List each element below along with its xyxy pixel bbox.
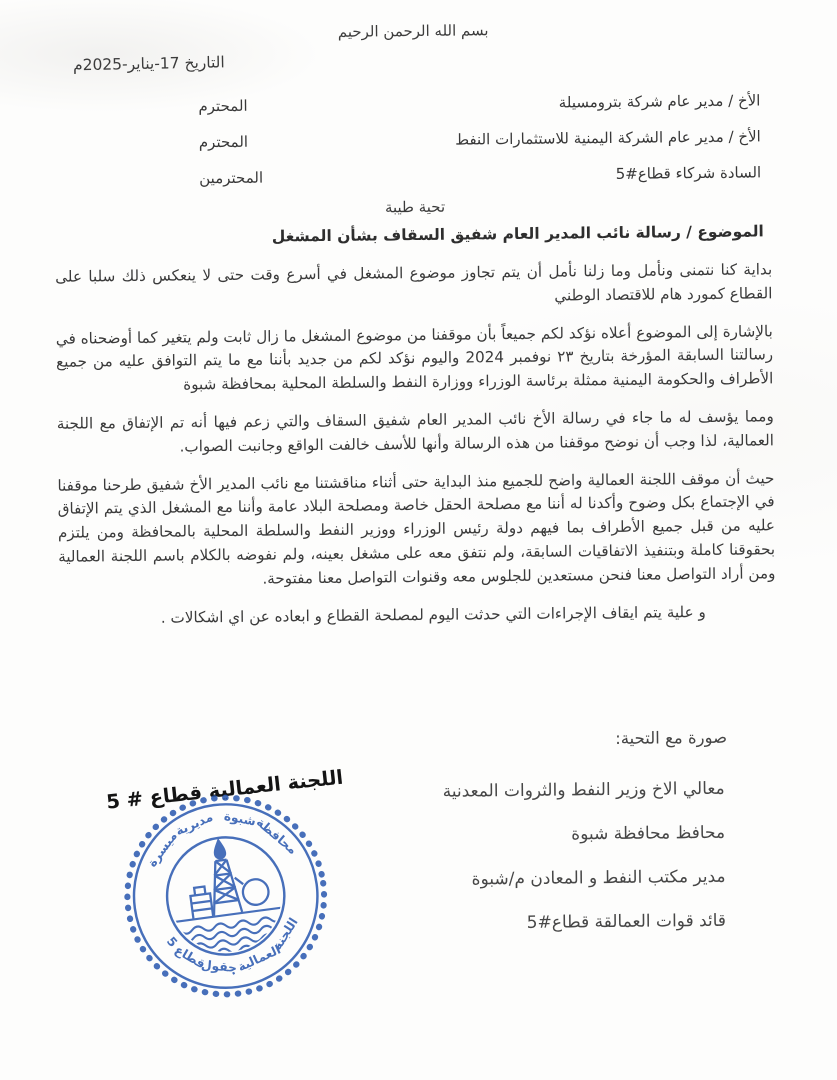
svg-text:قطاع: قطاع — [172, 942, 208, 972]
addressee-row — [199, 118, 761, 160]
round-seal-icon — [121, 791, 331, 1001]
svg-text:5: 5 — [163, 934, 181, 950]
letter-body — [55, 258, 776, 645]
stamp-title-text: اللجنة العمالية قطاع # 5 — [105, 765, 345, 814]
body-paragraph: حيث أن موقف اللجنة العمالية واضح للجميع منذ البداية حتى أثناء مناقشتنا مع نائب المدير الأخ شفيق طرحنا موقفنا في الإجتماع بكل وضوح وأكدنا له أننا مع مصلحة الحقل خاصة ومصلحة البلاد عامة وأننا مع المشغل الذي يتم الإتفاق عليه من قبل جميع الأطراف بما فيهم دولة رئيس الوزراء ووزير النفط والسلطة المحلية بالمحافظة ومن يلتزم بحقوقنا كاملة وبتنفيذ الاتفاقيات السابقة، ولم نتفق معه على مشغل بعينه، ولم نفوضه بالكلام باسم اللجنة العمالية ومن أراد التواصل معنا فنحن مستعدين للجلوس معه وقنوات التواصل معنا مفتوحة. — [57, 468, 776, 588]
basmala-line: بسم الله الرحمن الرحيم — [337, 21, 489, 41]
cc-item: معالي الاخ وزير النفط والثروات المعدنية — [442, 778, 725, 802]
cc-header: صورة مع التحية: — [615, 727, 728, 748]
svg-text:مديرية: مديرية — [173, 809, 215, 839]
addressee-list — [198, 82, 761, 196]
cc-item: مدير مكتب النفط و المعادن م/شبوة — [471, 866, 726, 890]
body-paragraph: ومما يؤسف له ما جاء في رسالة الأخ نائب المدير العام شفيق السقاف والتي زعم فيها أنه تم الإتفاق مع اللجنة العمالية، لذا وجب أن نوضح موقفنا من هذه الرسالة وأنها للأسف خالفت الواقع وجانبت الصواب. — [56, 407, 775, 456]
svg-text:اللجنة: اللجنة — [270, 915, 301, 953]
cc-item: قائد قوات العمالقة قطاع#5 — [526, 910, 727, 933]
addressee-name: الأخ / مدير عام شركة بترومسيلة — [558, 91, 761, 112]
cc-item: محافظ محافظة شبوة — [571, 822, 726, 845]
svg-text:العمالية .: العمالية . — [227, 942, 283, 979]
subject-line: الموضوع / رسالة نائب المدير العام شفيق السقاف بشأن المشغل — [271, 222, 764, 246]
svg-text:محافظة: محافظة — [253, 815, 300, 858]
addressee-honorific: المحترم — [198, 96, 248, 116]
closing-line: و علية يتم ايقاف الإجراءات التي حدثت اليوم لمصلحة القطاع و ابعاده عن اي اشكالات . — [160, 602, 706, 627]
svg-text:شبوة: شبوة — [222, 808, 257, 829]
flame-droplet-icon — [212, 837, 227, 860]
addressee-row — [198, 82, 760, 124]
addressee-honorific: المحترمين — [199, 168, 264, 188]
svg-text:ميسرة: ميسرة — [144, 829, 180, 870]
greeting-line: تحية طيبة — [384, 197, 446, 217]
addressee-row — [199, 154, 761, 196]
committee-stamp — [100, 765, 352, 992]
body-paragraph: بداية كنا نتمنى ونأمل وما زلنا نأمل أن يتم تجاوز موضوع المشغل في أسرع وقت حتى لا ينعكس ذلك سلبا على القطاع كمورد هام للاقتصاد الوطني — [55, 260, 773, 305]
addressee-honorific: المحترم — [198, 132, 249, 152]
addressee-name: السادة شركاء قطاع#5 — [615, 163, 762, 183]
date-line: التاريخ 17-يناير-2025م — [72, 53, 225, 75]
body-paragraph: بالإشارة إلى الموضوع أعلاه نؤكد لكم جميعاً بأن موقفنا من موضوع المشغل ما زال ثابت ولم يتغير كما أوضحناه في رسالتنا السابقة المؤرخة بتاريخ ٢٣ نوفمبر 2024 واليوم نؤكد لكم من جديد بأننا مع ما يتم التوافق عليه من جميع الأطراف والحكومة اليمنية ممثلة برئاسة الوزراء ووزارة النفط والسلطة المحلية بمحافظة شبوة — [55, 321, 774, 394]
svg-text:حقول: حقول — [200, 957, 238, 976]
addressee-name: الأخ / مدير عام الشركة اليمنية للاستثمارات النفط — [455, 127, 761, 149]
cc-list — [442, 767, 726, 946]
